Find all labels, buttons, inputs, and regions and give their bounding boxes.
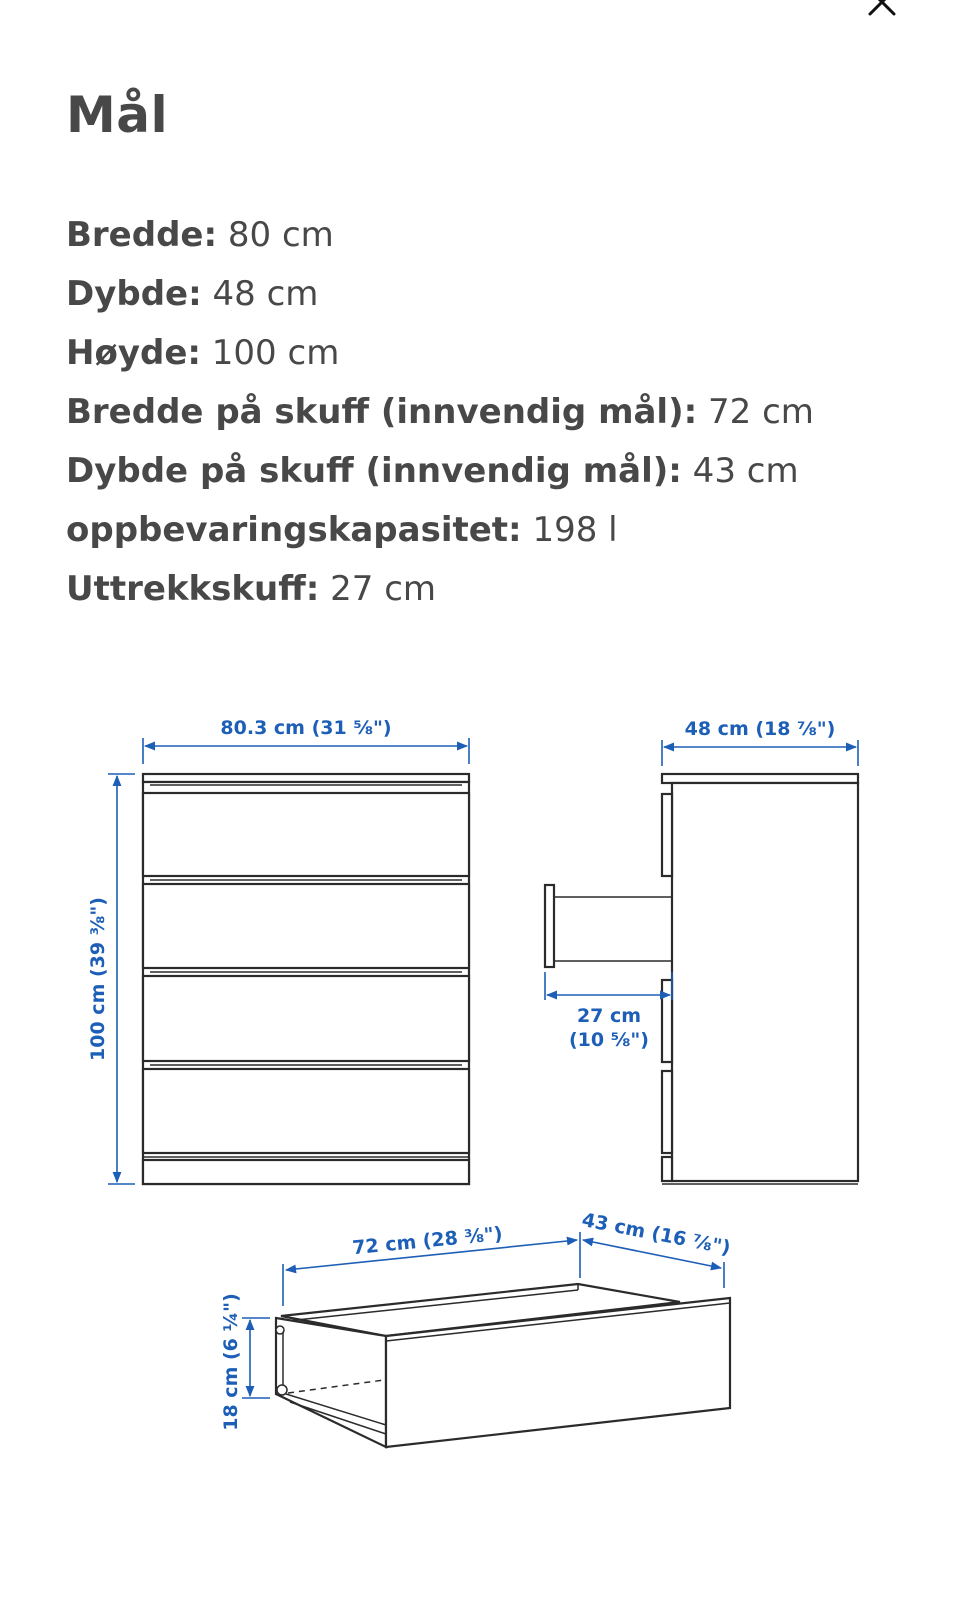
spec-label: Høyde: (66, 333, 201, 373)
spec-value: 48 cm (201, 274, 319, 314)
spec-width (66, 210, 814, 269)
spec-value: 80 cm (217, 215, 334, 255)
side-depth-dimension (662, 718, 858, 766)
spec-value: 72 cm (697, 392, 814, 432)
side-view-chest (545, 774, 858, 1184)
pullout-label-line1: 27 cm (576, 1005, 642, 1027)
spec-drawer-width (66, 387, 814, 446)
dimension-illustration (0, 690, 960, 1490)
spec-pullout (66, 564, 814, 623)
spec-label: Bredde: (66, 215, 218, 255)
pullout-dimension (545, 972, 672, 1051)
spec-value: 27 cm (319, 569, 437, 609)
spec-value: 100 cm (200, 333, 340, 373)
drawer-height-dimension (220, 1293, 270, 1431)
spec-value: 43 cm (681, 451, 799, 491)
dimensions-list (66, 210, 814, 623)
drawer-width-label: 72 cm (28 ⅜") (351, 1222, 504, 1260)
spec-label: Dybde på skuff (innvendig mål): (66, 451, 682, 491)
drawer-iso-view (276, 1284, 730, 1447)
spec-label: oppbevaringskapasitet: (66, 510, 522, 550)
spec-depth (66, 269, 814, 328)
front-drawer (143, 972, 469, 1061)
front-drawer (143, 876, 469, 968)
close-button[interactable] (866, 0, 898, 18)
spec-storage-capacity (66, 505, 814, 564)
front-height-label: 100 cm (39 ⅜") (87, 897, 109, 1061)
spec-drawer-depth (66, 446, 814, 505)
front-drawer (143, 793, 469, 876)
spec-label: Bredde på skuff (innvendig mål): (66, 392, 698, 432)
spec-value: 198 l (521, 510, 618, 550)
spec-label: Dybde: (66, 274, 202, 314)
drawer-depth-dimension (580, 1209, 732, 1288)
front-view-chest (143, 774, 469, 1184)
drawer-depth-label: 43 cm (16 ⅞") (580, 1208, 733, 1260)
front-drawer (143, 1065, 469, 1153)
side-depth-label: 48 cm (18 ⅞") (684, 718, 836, 740)
spec-label: Uttrekkskuff: (66, 569, 320, 609)
pullout-label-line2: (10 ⅝") (569, 1029, 649, 1051)
front-width-dimension (143, 717, 469, 764)
spec-height (66, 328, 814, 387)
close-icon (866, 0, 898, 18)
page-title: Mål (66, 86, 169, 144)
drawer-height-label: 18 cm (6 ¼") (220, 1293, 242, 1431)
front-width-label: 80.3 cm (31 ⅝") (220, 717, 392, 739)
pulled-out-drawer (545, 885, 672, 967)
front-height-dimension (87, 774, 135, 1184)
